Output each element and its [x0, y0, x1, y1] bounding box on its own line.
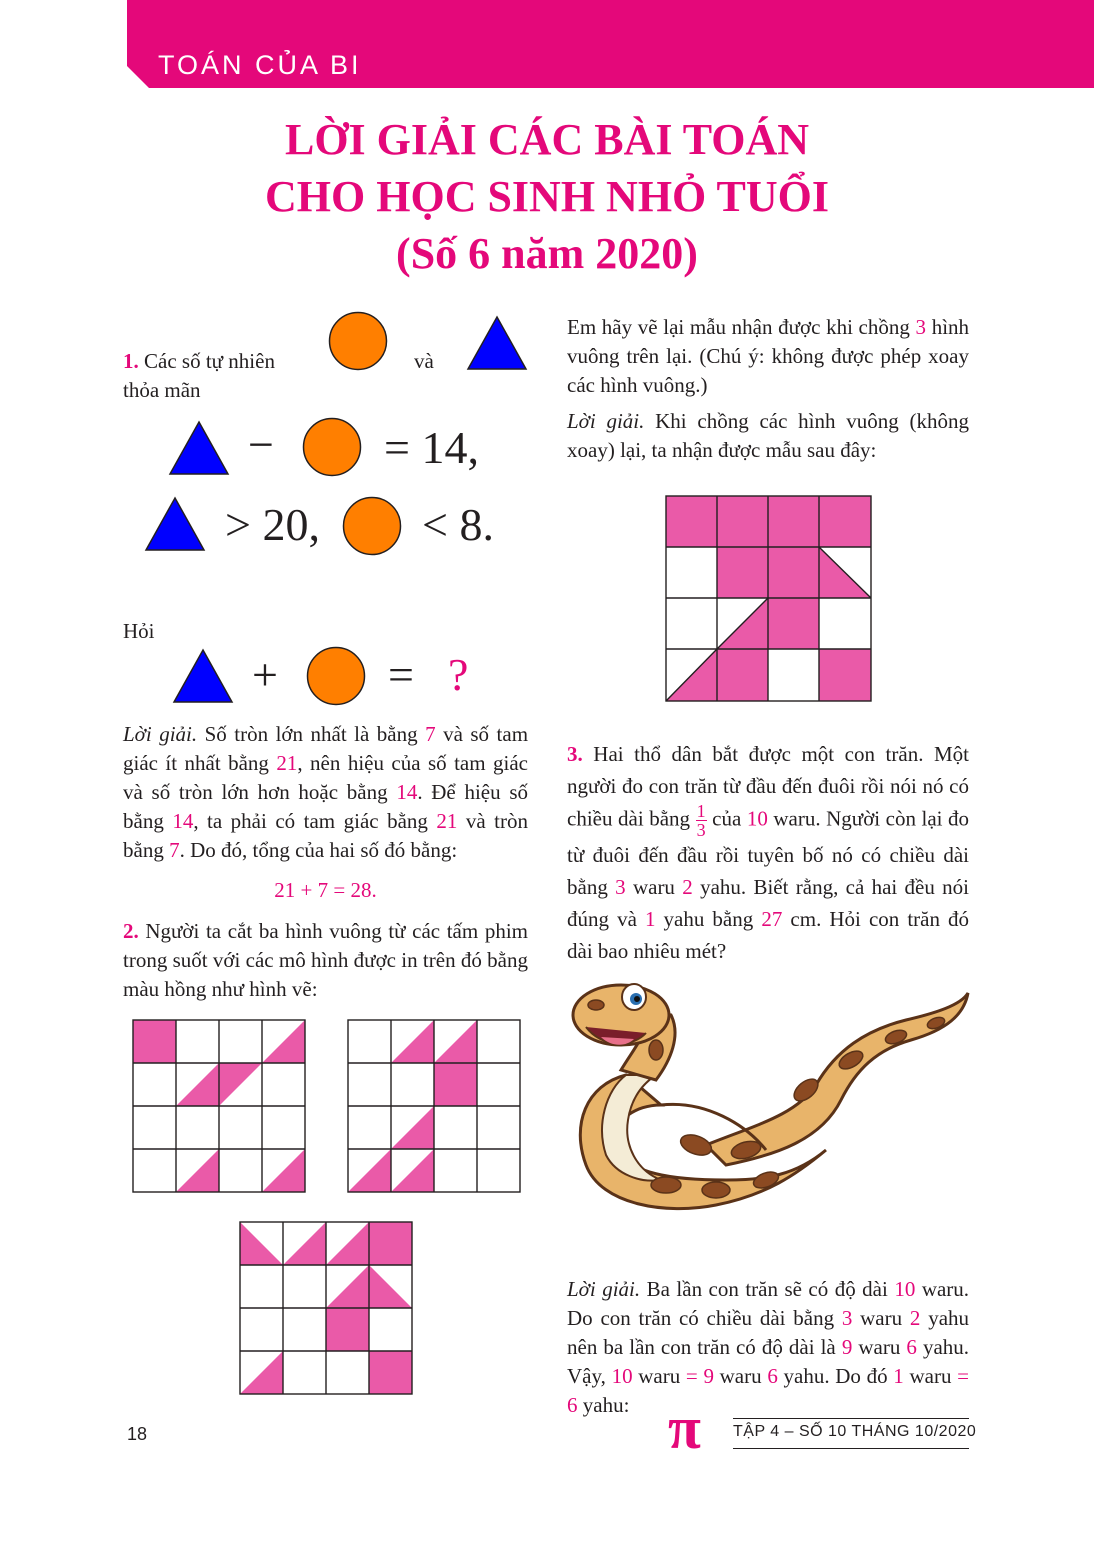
problem1-intro-b: thỏa mãn — [123, 378, 201, 402]
page-number: 18 — [127, 1424, 148, 1444]
problem1-intro: 1. Các số tự nhiên — [123, 349, 275, 373]
fraction: $\frac{1}{3}$ — [696, 801, 706, 840]
problem1-result: 21 + 7 = 28. — [274, 878, 377, 902]
problem1-ask: Hỏi — [123, 619, 155, 643]
problem3-text: 3. Hai thổ dân bắt được một con trăn. Một người đo con trăn từ đầu đến đuôi rồi nói nó có chiều dài bằng $\frac{1}{3}$ của 10 waru. Người còn lại đo từ đuôi đến đầu rồi tuyên bố nó có chiều dài bằng 3 waru 2 yahu. Biết rằng, cả hai đều nói đúng và 1 yahu bằng 27 cm. Hỏi con trăn đó dài bao nhiêu mét? — [567, 742, 970, 963]
minus-sign: − — [248, 419, 274, 470]
circle-icon — [302, 417, 362, 477]
footer-rule-bottom — [733, 1448, 969, 1449]
problem2-text: 2. Người ta cắt ba hình vuông từ các tấm phim trong suốt với các mô hình được in trên đó bằng màu hồng như hình vẽ: — [123, 919, 528, 1001]
problem1-solution: Lời giải. Số tròn lớn nhất là bằng 7 và số tam giác ít nhất bằng 21, nên hiệu của số tam giác và số tròn lớn hơn hoặc bằng 14. Để hiệu số bằng 14, ta phải có tam giác bằng 21 và tròn bằng 7. Do đó, tổng của hai số đó bằng: — [123, 722, 529, 862]
circle-icon — [342, 496, 402, 556]
pattern-grid-b — [348, 1020, 520, 1193]
equation2-lt: < 8. — [422, 499, 494, 550]
page-title-line3: (Số 6 năm 2020) — [396, 229, 698, 278]
pattern-grid-c — [240, 1222, 412, 1395]
equation1-result: = 14, — [384, 422, 479, 473]
equals-sign: = — [388, 649, 414, 700]
snake-illustration — [566, 975, 972, 1225]
plus-sign: + — [252, 649, 278, 700]
issue-info: TẬP 4 – SỐ 10 THÁNG 10/2020 — [733, 1423, 977, 1440]
problem2-continue: Em hãy vẽ lại mẫu nhận được khi chồng 3 hình vuông trên lại. (Chú ý: không được phép xoay các hình vuông.) — [567, 315, 970, 397]
pattern-grid-result — [666, 496, 871, 702]
problem3-solution: Lời giải. Ba lần con trăn sẽ có độ dài 10 waru. Do con trăn có chiều dài bằng 3 waru 2 yahu nên ba lần con trăn có độ dài là 9 waru 6 yahu. Vậy, 10 waru = 9 waru 6 yahu. Do đó 1 waru = 6 yahu: — [567, 1277, 970, 1417]
problem2-solution: Lời giải. Khi chồng các hình vuông (không xoay) lại, ta nhận được mẫu sau đây: — [567, 409, 969, 462]
pi-logo: π — [668, 1395, 701, 1461]
circle-icon — [306, 646, 366, 706]
footer-rule-top — [733, 1418, 969, 1419]
pattern-grid-a — [133, 1020, 305, 1193]
triangle-icon — [172, 648, 234, 704]
problem1-and: và — [414, 349, 434, 373]
triangle-icon — [144, 496, 206, 552]
question-mark: ? — [448, 649, 469, 700]
section-label: TOÁN CỦA BI — [158, 50, 362, 80]
triangle-icon — [466, 315, 528, 371]
page-title-line2: CHO HỌC SINH NHỎ TUỔI — [265, 172, 829, 221]
triangle-icon — [168, 420, 230, 476]
equation2-gt: > 20, — [225, 499, 320, 550]
page-title-line1: LỜI GIẢI CÁC BÀI TOÁN — [284, 115, 810, 164]
circle-icon — [328, 311, 388, 371]
